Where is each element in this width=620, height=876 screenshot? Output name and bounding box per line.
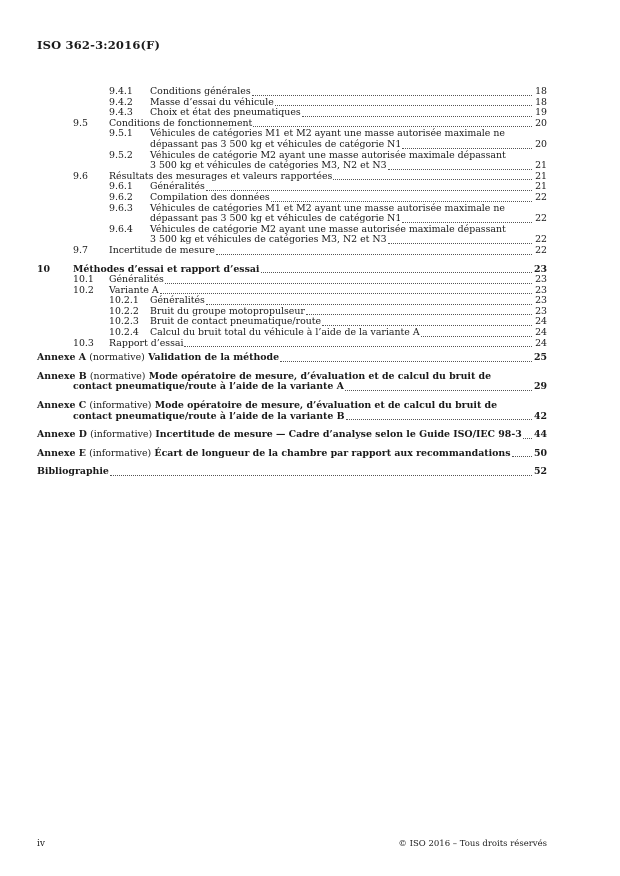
- toc-title: Incertitude de mesure — Cadre d’analyse selon le Guide ISO/IEC 98-3: [155, 429, 522, 441]
- toc-title: Généralités: [150, 181, 205, 193]
- toc-page: 23: [535, 274, 547, 286]
- toc-title: 3 500 kg et véhicules de catégories M3, N2 et N3: [150, 160, 387, 172]
- toc-page: 44: [533, 429, 547, 441]
- annex-label: Annexe E: [37, 447, 86, 459]
- toc-number: 9.6: [73, 170, 88, 182]
- leader-dots: [216, 254, 532, 255]
- toc-annex-b-line2[interactable]: [37, 382, 547, 393]
- leader-dots: [402, 222, 532, 223]
- annex-label: Annexe C: [37, 400, 87, 412]
- toc-title: Véhicules de catégorie M2 ayant une masse autorisée maximale dépassant: [150, 223, 506, 235]
- toc-title: Méthodes d’essai et rapport d’essai: [73, 263, 260, 275]
- toc-annex-c-line2[interactable]: [37, 412, 547, 423]
- toc-entry-9-4-1[interactable]: [37, 87, 547, 98]
- leader-dots: [388, 243, 532, 244]
- toc-title: contact pneumatique/route à l’aide de la variante B: [73, 410, 345, 422]
- toc-number: 9.6.4: [109, 223, 133, 235]
- toc-title: Validation de la méthode: [148, 352, 280, 364]
- toc-entry-10-3[interactable]: [37, 339, 547, 350]
- toc-page: 21: [535, 170, 547, 182]
- leader-dots: [322, 325, 532, 326]
- leader-dots: [421, 336, 532, 337]
- toc-number: 9.4.1: [109, 86, 133, 97]
- leader-dots: [306, 314, 532, 315]
- toc-number: 10.1: [73, 274, 94, 286]
- toc-title: Compilation des données: [150, 191, 270, 203]
- toc-page: 22: [535, 234, 547, 246]
- toc-page: 20: [535, 138, 547, 150]
- toc-title: Calcul du bruit total du véhicule à l’aide de la variante A: [150, 327, 420, 339]
- leader-dots: [252, 95, 532, 96]
- toc-title: Bibliographie: [37, 466, 109, 478]
- annex-kind: (informative): [89, 447, 152, 459]
- toc-page: 24: [535, 337, 547, 349]
- toc-number: 9.6.1: [109, 181, 133, 193]
- toc-number: 10.3: [73, 337, 94, 349]
- toc-title: Écart de longueur de la chambre par rapport aux recommandations: [154, 447, 511, 459]
- toc-title: dépassant pas 3 500 kg et véhicules de catégorie N1: [150, 213, 402, 225]
- toc-number: 9.5.2: [109, 149, 133, 161]
- toc-number: 9.6.3: [109, 202, 133, 214]
- toc-annex-d[interactable]: [37, 430, 547, 441]
- leader-dots: [160, 293, 532, 294]
- annex-kind: (normative): [89, 352, 145, 364]
- toc-number: 9.6.2: [109, 191, 133, 203]
- copyright-notice: © ISO 2016 – Tous droits réservés: [398, 839, 547, 849]
- toc-title: Généralités: [109, 274, 164, 286]
- toc-page: 24: [535, 327, 547, 339]
- toc-number: 10.2: [73, 284, 94, 296]
- toc-title: Conditions générales: [150, 86, 251, 97]
- toc-page: 22: [535, 191, 547, 203]
- toc-page: 22: [535, 213, 547, 225]
- toc-entry-9-6-2[interactable]: [37, 193, 547, 204]
- leader-dots: [261, 272, 533, 273]
- leader-dots: [280, 361, 532, 362]
- toc-number: 9.4.3: [109, 107, 133, 119]
- toc-title: 3 500 kg et véhicules de catégories M3, N2 et N3: [150, 234, 387, 246]
- toc-title: Véhicules de catégories M1 et M2 ayant une masse autorisée maximale ne: [150, 202, 505, 214]
- toc-title: Mode opératoire de mesure, d’évaluation et de calcul du bruit de: [154, 400, 498, 412]
- toc-page: 23: [535, 305, 547, 317]
- toc-title: contact pneumatique/route à l’aide de la variante A: [73, 381, 344, 393]
- toc-page: 21: [535, 181, 547, 193]
- leader-dots: [302, 116, 532, 117]
- annex-label: Annexe A: [37, 352, 86, 364]
- toc-title: dépassant pas 3 500 kg et véhicules de catégorie N1: [150, 138, 402, 150]
- toc-number: 10.2.4: [109, 327, 139, 339]
- toc-number: 9.5: [73, 117, 88, 129]
- table-of-contents: [37, 87, 547, 478]
- leader-dots: [402, 148, 532, 149]
- leader-dots: [345, 390, 532, 391]
- toc-number: 9.4.2: [109, 96, 133, 108]
- leader-dots: [206, 190, 532, 191]
- toc-page: 42: [533, 410, 547, 422]
- toc-title: Résultats des mesurages et valeurs rapportées: [109, 170, 333, 182]
- toc-number: 10.2.2: [109, 305, 139, 317]
- toc-page: 21: [535, 160, 547, 172]
- toc-title: Variante A: [109, 284, 159, 296]
- annex-kind: (informative): [90, 429, 153, 441]
- toc-page: 23: [533, 263, 547, 275]
- leader-dots: [523, 438, 532, 439]
- leader-dots: [206, 304, 532, 305]
- toc-page: 20: [535, 117, 547, 129]
- toc-number: 10: [37, 263, 51, 275]
- toc-number: 9.5.1: [109, 128, 133, 140]
- toc-annex-a[interactable]: [37, 353, 547, 364]
- toc-page: 50: [533, 447, 547, 459]
- leader-dots: [165, 283, 532, 284]
- toc-page: 29: [533, 381, 547, 393]
- toc-title: Masse d’essai du véhicule: [150, 96, 274, 108]
- toc-page: 19: [535, 107, 547, 119]
- toc-title: Véhicules de catégories M1 et M2 ayant une masse autorisée maximale ne: [150, 128, 505, 140]
- leader-dots: [253, 126, 532, 127]
- annex-kind: (informative): [89, 400, 152, 412]
- toc-title: Bruit du groupe motopropulseur: [150, 305, 305, 317]
- toc-title: Conditions de fonctionnement: [109, 117, 253, 129]
- toc-bibliography[interactable]: [37, 467, 547, 478]
- leader-dots: [512, 456, 532, 457]
- leader-dots: [346, 419, 532, 420]
- toc-title: Mode opératoire de mesure, d’évaluation et de calcul du bruit de: [148, 370, 492, 382]
- toc-page: 24: [535, 316, 547, 328]
- toc-entry-9-7[interactable]: [37, 246, 547, 257]
- toc-page: 23: [535, 295, 547, 307]
- toc-entry-9-5-1-line2[interactable]: [37, 140, 547, 151]
- toc-title: Incertitude de mesure: [109, 244, 215, 256]
- toc-title: Rapport d’essai: [109, 337, 184, 349]
- leader-dots: [110, 475, 532, 476]
- annex-label: Annexe D: [37, 429, 87, 441]
- leader-dots: [275, 105, 532, 106]
- toc-title: Bruit de contact pneumatique/route: [150, 316, 322, 328]
- toc-number: 10.2.3: [109, 316, 139, 328]
- toc-page: 23: [535, 284, 547, 296]
- leader-dots: [333, 179, 532, 180]
- toc-page: 25: [533, 352, 547, 364]
- document-id: ISO 362-3:2016(F): [37, 38, 161, 52]
- toc-page: 22: [535, 244, 547, 256]
- toc-page: 52: [533, 466, 547, 478]
- annex-kind: (normative): [89, 370, 146, 382]
- toc-page: 18: [535, 96, 547, 108]
- toc-title: Généralités: [150, 295, 205, 307]
- leader-dots: [271, 201, 532, 202]
- page-number: iv: [37, 839, 45, 849]
- annex-label: Annexe B: [37, 370, 87, 382]
- toc-number: 9.7: [73, 244, 88, 256]
- toc-annex-e[interactable]: [37, 449, 547, 460]
- leader-dots: [184, 346, 532, 347]
- toc-number: 10.2.1: [109, 295, 139, 307]
- toc-title: Véhicules de catégorie M2 ayant une masse autorisée maximale dépassant: [150, 149, 506, 161]
- toc-title: Choix et état des pneumatiques: [150, 107, 301, 119]
- leader-dots: [388, 169, 532, 170]
- toc-page: 18: [535, 86, 547, 97]
